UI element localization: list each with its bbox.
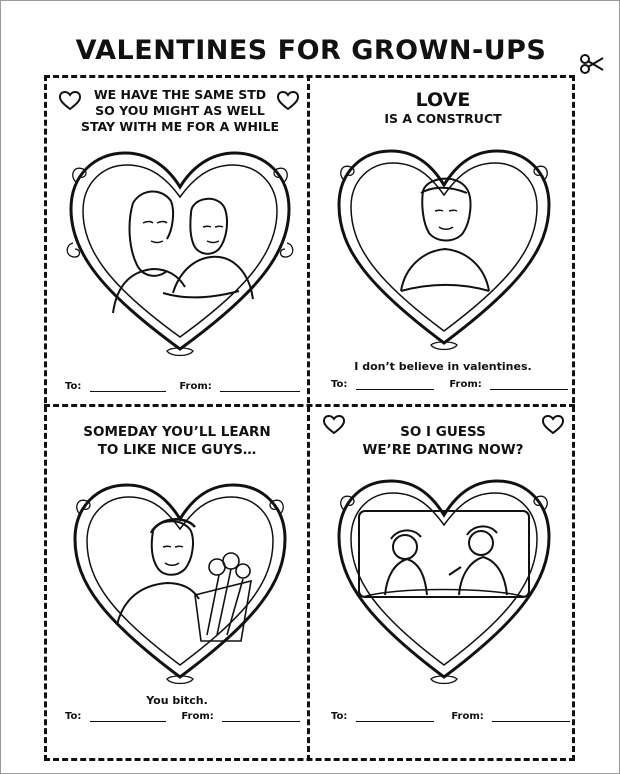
ornate-heart-frame-man-with-flowers-illustration <box>67 475 293 687</box>
ornate-heart-frame-couple-in-bed-illustration <box>331 471 557 687</box>
caption-line: SO I GUESS <box>400 424 486 440</box>
page-title: VALENTINES FOR GROWN-UPS <box>75 35 547 66</box>
caption-line: STAY WITH ME FOR A WHILE <box>80 119 280 134</box>
to-blank-line <box>356 713 434 722</box>
caption-line: WE’RE DATING NOW? <box>362 442 524 458</box>
to-from-row <box>331 711 570 722</box>
from-label: From: <box>451 711 484 722</box>
caption-line: SOMEDAY YOU’LL LEARN <box>83 424 271 440</box>
to-from-row <box>65 381 300 392</box>
horizontal-cut-line <box>44 404 575 407</box>
from-blank-line <box>222 713 300 722</box>
caption-line: SO YOU MIGHT AS WELL <box>95 103 265 118</box>
vertical-cut-line <box>307 75 310 761</box>
card-caption <box>61 87 299 135</box>
card-caption <box>311 423 575 459</box>
to-label: To: <box>65 381 82 392</box>
caption-line: TO LIKE NICE GUYS… <box>97 442 257 458</box>
ornate-heart-frame-man-illustration <box>331 141 557 353</box>
to-blank-line <box>356 381 434 390</box>
scissors-icon <box>579 53 605 75</box>
card-tagline: I don’t believe in valentines. <box>354 360 532 373</box>
to-from-row <box>65 711 300 722</box>
to-label: To: <box>331 711 348 722</box>
caption-line: WE HAVE THE SAME STD <box>93 87 267 102</box>
from-blank-line <box>220 383 300 392</box>
card-caption <box>311 89 575 127</box>
card-tagline: You bitch. <box>146 694 208 707</box>
from-label: From: <box>181 711 214 722</box>
card-caption <box>47 423 307 459</box>
from-blank-line <box>490 381 568 390</box>
ornate-heart-frame-couple-illustration <box>63 143 297 359</box>
to-label: To: <box>65 711 82 722</box>
to-blank-line <box>90 713 166 722</box>
from-label: From: <box>179 381 212 392</box>
from-blank-line <box>492 713 570 722</box>
caption-line: LOVE <box>415 89 471 111</box>
to-from-row <box>331 379 568 390</box>
to-label: To: <box>331 379 348 390</box>
caption-line: IS A CONSTRUCT <box>384 111 502 126</box>
from-label: From: <box>449 379 482 390</box>
to-blank-line <box>90 383 166 392</box>
